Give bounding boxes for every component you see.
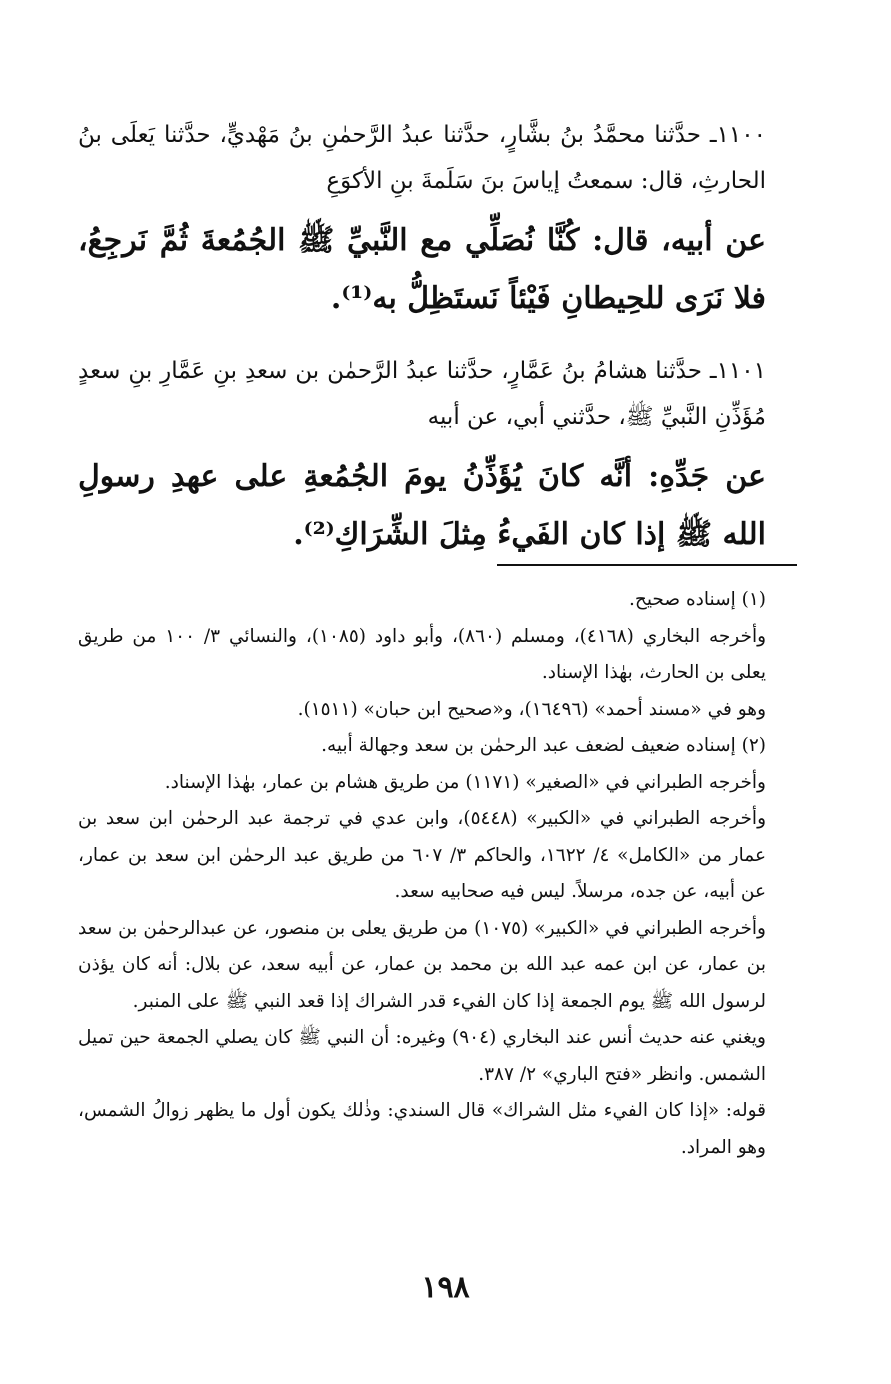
footnote-2-grade: (٢) إسناده ضعيف لضعف عبد الرحمٰن بن سعد وجهالة أبيه.: [321, 735, 766, 756]
footnote-divider: [497, 564, 797, 566]
main-text: [78, 112, 812, 584]
footnote-1-musnad: وهو في «مسند أحمد» (١٦٤٩٦)، و«صحيح ابن حبان» (١٥١١).: [297, 698, 766, 720]
footnote-2-sindi: قوله: «إذا كان الفيء مثل الشراك» قال السندي: وذٰلك يكون أول ما يظهر زوالُ الشمس، وهو المراد.: [78, 1100, 766, 1158]
hadith-1101-chain: ١١٠١ـ حدَّثنا هشامُ بنُ عَمَّارٍ، حدَّثنا عبدُ الرَّحمٰن بن سعدِ بنِ عَمَّارِ بنِ سعدٍ مُؤَذِّنِ النَّبيِّ ﷺ، حدَّثني أبي، عن أبيه: [78, 358, 766, 430]
hadith-1100-chain: ١١٠٠ـ حدَّثنا محمَّدُ بنُ بشَّارٍ، حدَّثنا عبدُ الرَّحمٰنِ بنُ مَهْديٍّ، حدَّثنا يَعلَى بنُ الحارثِ، قال: سمعتُ إياسَ بنَ سَلَمةَ بنِ الأكوَعِ: [78, 122, 766, 194]
page-number: ١٩٨: [421, 1270, 470, 1305]
footnote-1-takhrij: وأخرجه البخاري (٤١٦٨)، ومسلم (٨٦٠)، وأبو داود (١٠٨٥)، والنسائي ٣/ ١٠٠ من طريق يعلى بن الحارث، بهٰذا الإسناد.: [78, 625, 767, 683]
footnotes: [78, 582, 812, 1166]
footnote-2-saghir: وأخرجه الطبراني في «الصغير» (١١٧١) من طريق هشام بن عمار، بهٰذا الإسناد.: [164, 771, 766, 793]
footnote-1-grade: (١) إسناده صحيح.: [629, 589, 766, 610]
footnote-2-bilal: وأخرجه الطبراني في «الكبير» (١٠٧٥) من طريق يعلى بن منصور، عن عبدالرحمٰن بن سعد بن عمار، عن ابن عمه عبد الله بن محمد بن عمار، عن أبيه سعد، عن بلال: أنه كان يؤذن لرسول الله ﷺ يوم الجمعة إذا كان الفيء قدر الشراك إذا قعد النبي ﷺ على المنبر.: [78, 917, 766, 1012]
hadith-1100-matn: عن أبيه، قال: كُنَّا نُصَلِّي مع النَّبيِّ ﷺ الجُمُعةَ ثُمَّ نَرجِعُ، فلا نَرَى للحِيطانِ فَيْئاً نَستَظِلُّ به⁽¹⁾.: [78, 223, 766, 316]
hadith-1101-matn: عن جَدِّهِ: أنَّه كانَ يُؤَذِّنُ يومَ الجُمُعةِ على عهدِ رسولِ الله ﷺ إذا كان الفَيءُ مِثلَ الشِّرَاكِ⁽²⁾.: [78, 459, 766, 552]
footnote-2-kabir: وأخرجه الطبراني في «الكبير» (٥٤٤٨)، وابن عدي في ترجمة عبد الرحمٰن ابن سعد بن عمار من «الكامل» ٤/ ١٦٢٢، والحاكم ٣/ ٦٠٧ من طريق عبد الرحمٰن ابن سعد بن عمار، عن أبيه، عن جده، مرسلاً. ليس فيه صحابيه سعد.: [78, 808, 767, 902]
footnote-2-anas: ويغني عنه حديث أنس عند البخاري (٩٠٤) وغيره: أن النبي ﷺ كان يصلي الجمعة حين تميل الشمس. وانظر «فتح الباري» ٢/ ٣٨٧.: [78, 1027, 766, 1085]
